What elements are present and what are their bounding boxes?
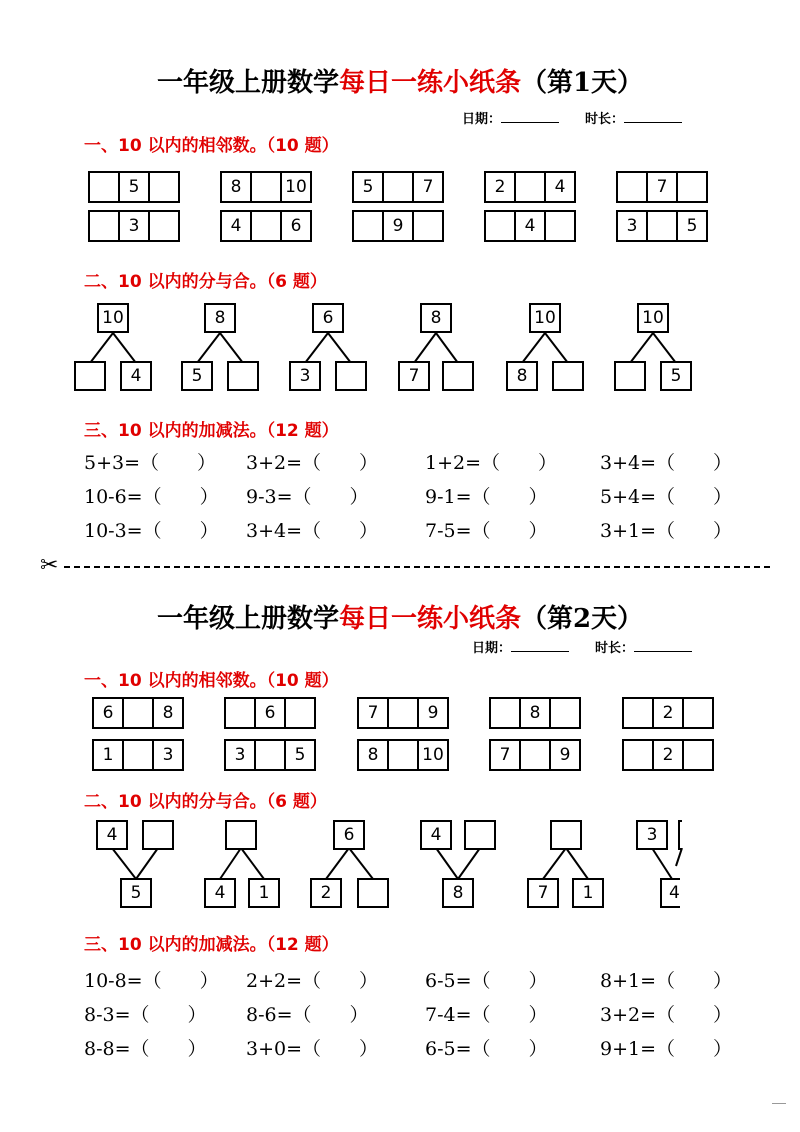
day1-eq-2-3[interactable]: 3+1=（ ） xyxy=(600,520,733,542)
day2-bond-2-top[interactable]: 6 xyxy=(333,820,365,850)
number-cell[interactable]: 8 xyxy=(220,171,252,203)
day1-bond-5-top[interactable]: 10 xyxy=(637,303,669,333)
day2-eq-0-0[interactable]: 10-8=（ ） xyxy=(84,970,219,992)
day2-bond-0-top-right[interactable] xyxy=(142,820,174,850)
day2-bond-2-bottom-left[interactable]: 2 xyxy=(310,878,342,908)
day2-bond-5-top-left[interactable]: 3 xyxy=(636,820,668,850)
number-cell[interactable]: 3 xyxy=(152,739,184,771)
day2-bond-4-bottom-left[interactable]: 7 xyxy=(527,878,559,908)
number-cell[interactable]: 3 xyxy=(224,739,256,771)
day2-title-suffix: （第2天） xyxy=(520,604,644,634)
day1-bond-3-top[interactable]: 8 xyxy=(420,303,452,333)
day1-bond-0-right[interactable]: 4 xyxy=(120,361,152,391)
day2-bond-1-bottom-right[interactable]: 1 xyxy=(248,878,280,908)
day1-title-red: 每日一练小纸条 xyxy=(338,68,521,98)
day2-section1-heading: 一、10 以内的相邻数。（10 题） xyxy=(84,671,339,691)
day2-bond-0-bottom[interactable]: 5 xyxy=(120,878,152,908)
day2-bond-3-bottom[interactable]: 8 xyxy=(442,878,474,908)
day1-bond-3-left[interactable]: 7 xyxy=(398,361,430,391)
number-cell[interactable]: 5 xyxy=(118,171,150,203)
day1-eq-0-0[interactable]: 5+3=（ ） xyxy=(84,452,217,474)
day1-eq-1-2[interactable]: 9-1=（ ） xyxy=(425,486,548,508)
day2-section3-heading: 三、10 以内的加减法。（12 题） xyxy=(84,935,339,955)
number-cell[interactable]: 5 xyxy=(676,210,708,242)
day1-eq-1-1[interactable]: 9-3=（ ） xyxy=(246,486,369,508)
day2-eq-1-0[interactable]: 8-3=（ ） xyxy=(84,1004,207,1026)
day1-eq-1-3[interactable]: 5+4=（ ） xyxy=(600,486,733,508)
day1-time-label: 时长： xyxy=(585,112,625,127)
number-cell[interactable]: 3 xyxy=(616,210,648,242)
day2-title-red: 每日一练小纸条 xyxy=(338,604,521,634)
number-cell[interactable]: 8 xyxy=(519,697,551,729)
number-cell[interactable]: 7 xyxy=(646,171,678,203)
number-cell[interactable]: 7 xyxy=(357,697,389,729)
day2-bond-5-top-right[interactable] xyxy=(678,820,682,850)
day2-bond-1-top[interactable] xyxy=(225,820,257,850)
day1-section2-heading: 二、10 以内的分与合。（6 题） xyxy=(84,272,327,292)
number-cell[interactable]: 6 xyxy=(280,210,312,242)
day1-section3-heading: 三、10 以内的加减法。（12 题） xyxy=(84,421,339,441)
day1-bond-5-right[interactable]: 5 xyxy=(660,361,692,391)
day2-eq-0-1[interactable]: 2+2=（ ） xyxy=(246,970,379,992)
number-cell[interactable]: 1 xyxy=(92,739,124,771)
day1-bond-0-top[interactable]: 10 xyxy=(97,303,129,333)
day1-eq-2-2[interactable]: 7-5=（ ） xyxy=(425,520,548,542)
day2-bond-4-top[interactable] xyxy=(550,820,582,850)
day1-bond-2-top[interactable]: 6 xyxy=(312,303,344,333)
day1-section1-heading: 一、10 以内的相邻数。（10 题） xyxy=(84,136,339,156)
day2-eq-2-1[interactable]: 3+0=（ ） xyxy=(246,1038,379,1060)
day2-eq-0-2[interactable]: 6-5=（ ） xyxy=(425,970,548,992)
day2-eq-2-3[interactable]: 9+1=（ ） xyxy=(600,1038,733,1060)
day2-bond-5-bottom[interactable]: 4 xyxy=(660,878,680,908)
day1-bond-2-left[interactable]: 3 xyxy=(289,361,321,391)
day1-title-suffix: （第1天） xyxy=(520,68,644,98)
corner-mark xyxy=(772,1103,786,1104)
number-cell[interactable]: 6 xyxy=(254,697,286,729)
day2-eq-1-2[interactable]: 7-4=（ ） xyxy=(425,1004,548,1026)
number-cell[interactable]: 9 xyxy=(417,697,449,729)
day2-eq-1-3[interactable]: 3+2=（ ） xyxy=(600,1004,733,1026)
day1-bond-4-left[interactable]: 8 xyxy=(506,361,538,391)
day2-title-black: 一年级上册数学 xyxy=(156,604,339,634)
day2-bond-2-bottom-right[interactable] xyxy=(357,878,389,908)
day1-title-black: 一年级上册数学 xyxy=(156,68,339,98)
day2-eq-0-3[interactable]: 8+1=（ ） xyxy=(600,970,733,992)
number-cell[interactable]: 9 xyxy=(382,210,414,242)
number-cell[interactable]: 2 xyxy=(652,739,684,771)
number-cell[interactable]: 10 xyxy=(280,171,312,203)
day2-eq-2-0[interactable]: 8-8=（ ） xyxy=(84,1038,207,1060)
day2-date-label: 日期： xyxy=(472,641,512,656)
day1-bond-4-top[interactable]: 10 xyxy=(529,303,561,333)
day2-bond-4-bottom-right[interactable]: 1 xyxy=(572,878,604,908)
number-cell[interactable]: 2 xyxy=(652,697,684,729)
day1-date-label: 日期： xyxy=(462,112,502,127)
day1-bond-1-top[interactable]: 8 xyxy=(204,303,236,333)
day2-bond-1-bottom-left[interactable]: 4 xyxy=(204,878,236,908)
number-cell[interactable]: 7 xyxy=(489,739,521,771)
number-cell[interactable]: 4 xyxy=(514,210,546,242)
number-cell[interactable]: 10 xyxy=(417,739,449,771)
number-cell[interactable]: 2 xyxy=(484,171,516,203)
number-cell[interactable]: 3 xyxy=(118,210,150,242)
scissors-icon: ✂ xyxy=(40,553,59,578)
number-cell[interactable]: 8 xyxy=(357,739,389,771)
number-cell[interactable]: 5 xyxy=(284,739,316,771)
day1-eq-1-0[interactable]: 10-6=（ ） xyxy=(84,486,219,508)
day2-eq-2-2[interactable]: 6-5=（ ） xyxy=(425,1038,548,1060)
day1-eq-2-1[interactable]: 3+4=（ ） xyxy=(246,520,379,542)
day2-section2-heading: 二、10 以内的分与合。（6 题） xyxy=(84,792,327,812)
day1-eq-0-1[interactable]: 3+2=（ ） xyxy=(246,452,379,474)
number-cell[interactable]: 6 xyxy=(92,697,124,729)
day2-bond-3-top-left[interactable]: 4 xyxy=(420,820,452,850)
number-cell[interactable]: 4 xyxy=(544,171,576,203)
day2-bond-3-top-right[interactable] xyxy=(464,820,496,850)
day2-time-label: 时长： xyxy=(595,641,635,656)
day2-eq-1-1[interactable]: 8-6=（ ） xyxy=(246,1004,369,1026)
number-cell[interactable]: 8 xyxy=(152,697,184,729)
day2-bond-0-top-left[interactable]: 4 xyxy=(96,820,128,850)
number-cell[interactable]: 4 xyxy=(220,210,252,242)
day1-bond-1-left[interactable]: 5 xyxy=(181,361,213,391)
number-cell[interactable]: 5 xyxy=(352,171,384,203)
day1-eq-2-0[interactable]: 10-3=（ ） xyxy=(84,520,219,542)
day1-eq-0-2[interactable]: 1+2=（ ） xyxy=(425,452,558,474)
day1-eq-0-3[interactable]: 3+4=（ ） xyxy=(600,452,733,474)
number-cell[interactable]: 7 xyxy=(412,171,444,203)
number-cell[interactable]: 9 xyxy=(549,739,581,771)
